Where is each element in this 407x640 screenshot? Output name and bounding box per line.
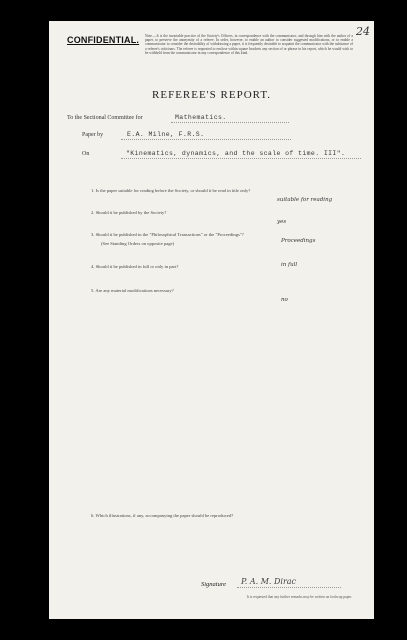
footer-note: It is requested that any further remarks may be written on foolscap paper. xyxy=(246,595,352,599)
referee-report-form xyxy=(49,21,374,619)
question-6: 6. Which illustrations, if any, accompanying the paper should be reproduced? xyxy=(91,513,234,518)
signature-value: P. A. M. Dirac xyxy=(241,577,297,586)
folio-number: 24 xyxy=(356,25,370,38)
signature-line xyxy=(237,587,341,588)
answer-3: Proceedings xyxy=(281,238,316,244)
confidential-note: Note.—It is the invariable practice of the Society's Officers, in correspondence with the communicator, and through him with the author of a paper, to preserve the anonymity of a referee. In order, however, to enable an author to consider suggested modifications, or to enable a communicator to consider the desirability of withdrawing a paper, it is frequently desirable to acquaint the communicator with the substance of a referee's criticisms. The referee is requested to enclose within square brackets any section of or phrase in his report, which he would wish to be withheld from the communicator in any correspondence of this kind. xyxy=(145,34,353,55)
question-4: 4. Should it be published in full or only in part? xyxy=(91,264,179,269)
answer-5: no xyxy=(281,297,288,303)
paper-by-value: E.A. Milne, F.R.S. xyxy=(127,131,205,138)
page-title: REFEREE'S REPORT. xyxy=(152,89,271,101)
committee-line xyxy=(171,122,289,123)
on-label: On xyxy=(82,151,90,157)
committee-value: Mathematics. xyxy=(175,114,227,121)
on-value: "Kinematics, dynamics, and the scale of time. III". xyxy=(126,150,346,157)
question-5: 5. Are any material modifications necessary? xyxy=(91,288,174,293)
question-2: 2. Should it be published by the Society? xyxy=(91,210,167,215)
on-line xyxy=(121,158,361,159)
question-3-note: (See Standing Orders on opposite page) xyxy=(101,241,175,246)
answer-4: in full xyxy=(281,262,298,268)
answer-1: suitable for reading xyxy=(277,197,333,203)
signature-label: Signature xyxy=(201,581,227,588)
question-1: 1. Is the paper suitable for reading before the Society, or should it be read in title only? xyxy=(91,188,251,193)
paper-by-label: Paper by xyxy=(82,132,104,138)
question-3: 3. Should it be published in the "Philosophical Transactions" or the "Proceedings"? xyxy=(91,232,244,237)
confidential-label: CONFIDENTIAL. xyxy=(67,35,140,45)
paper-by-line xyxy=(121,139,291,140)
answer-2: yes xyxy=(277,219,287,225)
committee-label: To the Sectional Committee for xyxy=(67,115,143,121)
